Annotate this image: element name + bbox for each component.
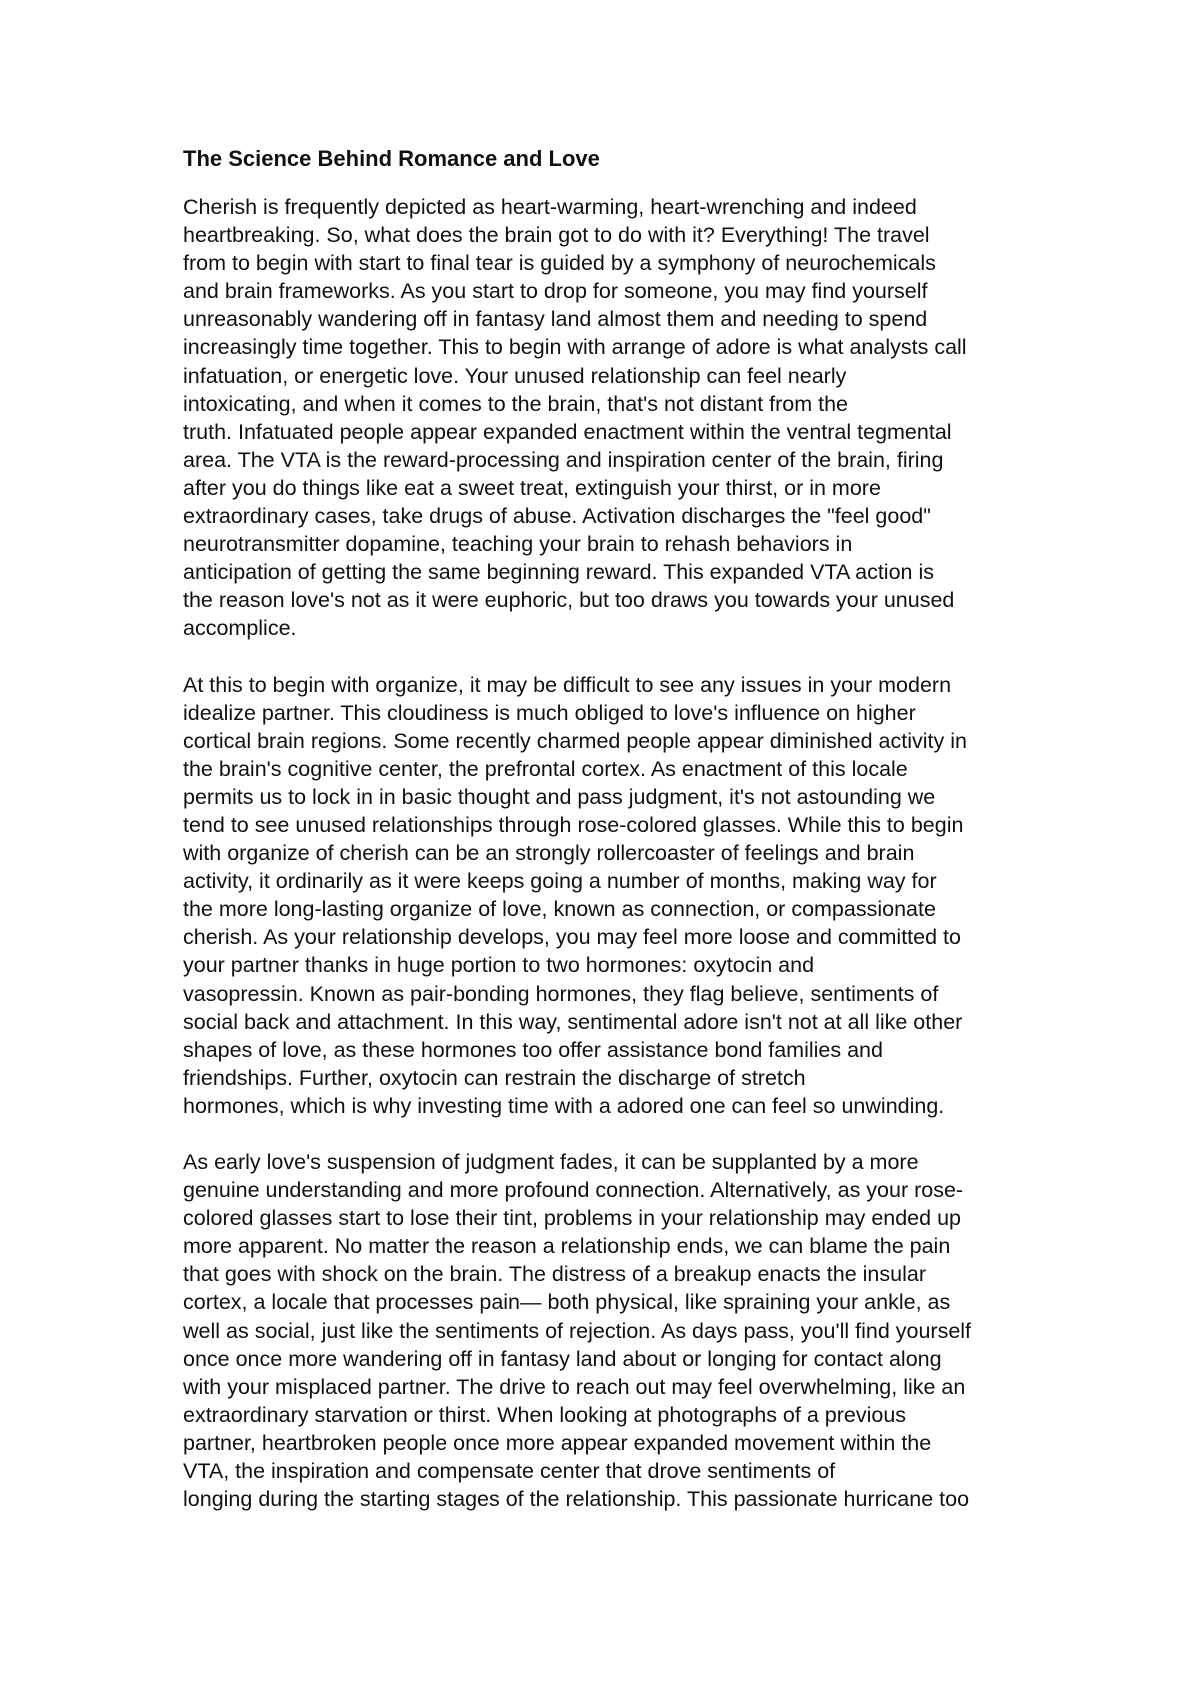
text-line: friendships. Further, oxytocin can restrain the discharge of stretch: [183, 1065, 806, 1090]
document-body: [183, 145, 1033, 1541]
text-line: permits us to lock in in basic thought and pass judgment, it's not astounding we: [183, 784, 936, 809]
text-line: tend to see unused relationships through rose-colored glasses. While this to begin: [183, 812, 964, 837]
text-line: longing during the starting stages of the relationship. This passionate hurricane too: [183, 1487, 970, 1512]
text-line: infatuation, or energetic love. Your unused relationship can feel nearly: [183, 363, 847, 388]
text-line: partner, heartbroken people once more appear expanded movement within the: [183, 1430, 932, 1455]
text-line: social back and attachment. In this way, sentimental adore isn't not at all like other: [183, 1009, 963, 1034]
text-line: and brain frameworks. As you start to drop for someone, you may find yourself: [183, 279, 928, 304]
text-line: activity, it ordinarily as it were keeps going a number of months, making way for: [183, 869, 937, 894]
paragraph-list: [183, 193, 1033, 1513]
text-line: VTA, the inspiration and compensate center that drove sentiments of: [183, 1459, 836, 1484]
text-line: area. The VTA is the reward-processing and inspiration center of the brain, firing: [183, 447, 944, 472]
paragraph-1: [183, 193, 1033, 643]
text-line: the more long-lasting organize of love, known as connection, or compassionate: [183, 897, 936, 922]
text-line: colored glasses start to lose their tint, problems in your relationship may ended up: [183, 1206, 961, 1231]
text-line: the reason love's not as it were euphoric, but too draws you towards your unused: [183, 588, 955, 613]
text-line: idealize partner. This cloudiness is much obliged to love's influence on higher: [183, 700, 916, 725]
text-line: increasingly time together. This to begin with arrange of adore is what analysts call: [183, 335, 967, 360]
text-line: As early love's suspension of judgment fades, it can be supplanted by a more: [183, 1150, 919, 1174]
text-line: truth. Infatuated people appear expanded enactment within the ventral tegmental: [183, 419, 952, 444]
text-line: with organize of cherish can be an strongly rollercoaster of feelings and brain: [183, 841, 915, 866]
text-line: Cherish is frequently depicted as heart-warming, heart-wrenching and indeed: [183, 195, 917, 219]
text-line: hormones, which is why investing time with a adored one can feel so unwinding.: [183, 1093, 945, 1118]
paragraph-2: [183, 671, 1033, 1121]
text-line: genuine understanding and more profound connection. Alternatively, as your rose-: [183, 1178, 964, 1203]
text-line: shapes of love, as these hormones too offer assistance bond families and: [183, 1037, 883, 1062]
text-line: extraordinary starvation or thirst. When looking at photographs of a previous: [183, 1402, 907, 1427]
text-line: that goes with shock on the brain. The distress of a breakup enacts the insular: [183, 1262, 926, 1287]
text-line: vasopressin. Known as pair-bonding hormones, they flag believe, sentiments of: [183, 981, 939, 1006]
document-title: The Science Behind Romance and Love: [183, 146, 600, 171]
text-line: extraordinary cases, take drugs of abuse. Activation discharges the "feel good": [183, 504, 931, 529]
text-line: well as social, just like the sentiments of rejection. As days pass, you'll find yourself: [183, 1318, 972, 1343]
text-line: once once more wandering off in fantasy land about or longing for contact along: [183, 1346, 942, 1371]
text-line: cortical brain regions. Some recently charmed people appear diminished activity in: [183, 728, 967, 753]
text-line: your partner thanks in huge portion to two hormones: oxytocin and: [183, 953, 815, 978]
text-line: At this to begin with organize, it may be difficult to see any issues in your modern: [183, 672, 952, 697]
text-line: more apparent. No matter the reason a relationship ends, we can blame the pain: [183, 1234, 951, 1259]
text-line: unreasonably wandering off in fantasy land almost them and needing to spend: [183, 307, 928, 332]
text-line: anticipation of getting the same beginning reward. This expanded VTA action is: [183, 560, 934, 585]
text-line: with your misplaced partner. The drive to reach out may feel overwhelming, like an: [183, 1374, 966, 1399]
text-line: cherish. As your relationship develops, you may feel more loose and committed to: [183, 925, 961, 950]
text-line: from to begin with start to final tear is guided by a symphony of neurochemicals: [183, 251, 936, 276]
paragraph-3: [183, 1148, 1033, 1513]
text-line: accomplice.: [183, 616, 297, 641]
text-line: heartbreaking. So, what does the brain got to do with it? Everything! The travel: [183, 223, 930, 248]
text-line: neurotransmitter dopamine, teaching your brain to rehash behaviors in: [183, 532, 853, 557]
text-line: after you do things like eat a sweet treat, extinguish your thirst, or in more: [183, 475, 881, 500]
text-line: cortex, a locale that processes pain— both physical, like spraining your ankle, as: [183, 1290, 951, 1315]
text-line: intoxicating, and when it comes to the brain, that's not distant from the: [183, 391, 848, 416]
text-line: the brain's cognitive center, the prefrontal cortex. As enactment of this locale: [183, 756, 908, 781]
